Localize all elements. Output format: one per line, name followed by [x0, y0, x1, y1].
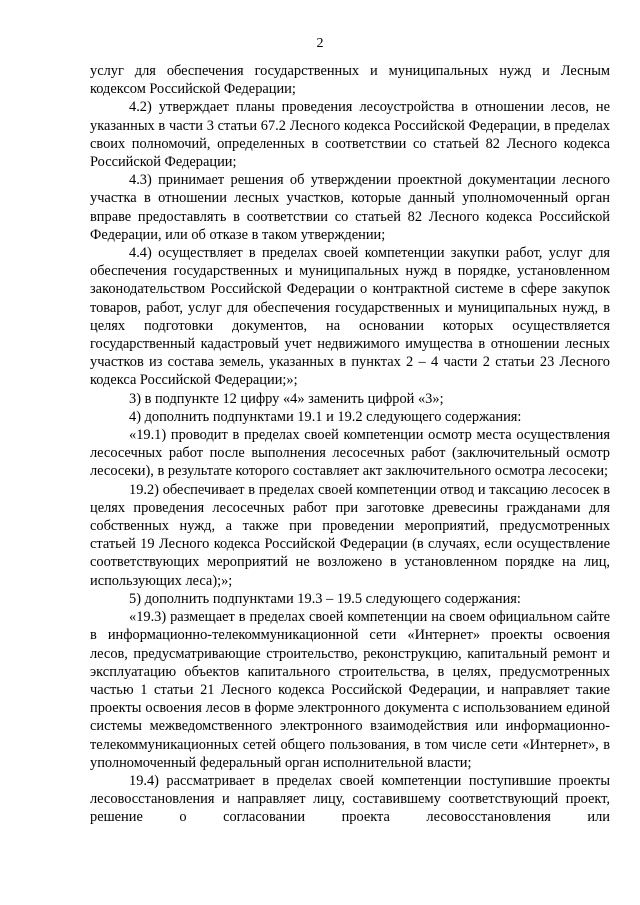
paragraph: 4.3) принимает решения об утверждении проектной документации лесного участка в отношении лесных участков, которые данный уполномоченный орган вправе предоставлять в соответствии со статьей 82 Лесного кодекса Российской Федерации, или об отказе в таком утверждении; [90, 172, 610, 243]
paragraph: 3) в подпункте 12 цифру «4» заменить цифрой «3»; [129, 390, 444, 407]
paragraph: 4) дополнить подпунктами 19.1 и 19.2 следующего содержания: [129, 408, 522, 425]
paragraph: «19.1) проводит в пределах своей компетенции осмотр места осуществления лесосечных работ после выполнения лесосечных работ (заключительный осмотр лесосеки), в результате которого составляет акт заключительного осмотра лесосеки; [90, 427, 610, 480]
paragraph: 19.4) рассматривает в пределах своей компетенции поступившие проекты лесовосстановления и направляет лицу, составившему соответствующий проект, решение о согласовании проекта лесовосстановления или [90, 772, 610, 826]
document-body [90, 62, 610, 827]
page-number: 2 [316, 36, 324, 51]
paragraph: 5) дополнить подпунктами 19.3 – 19.5 следующего содержания: [129, 590, 521, 607]
paragraph: 4.2) утверждает планы проведения лесоустройства в отношении лесов, не указанных в части 3 статьи 67.2 Лесного кодекса Российской Федерации, в пределах своих полномочий, определенных в соответствии со статьей 82 Лесного кодекса Российской Федерации; [90, 99, 610, 171]
paragraph: 19.2) обеспечивает в пределах своей компетенции отвод и таксацию лесосек в целях проведения лесосечных работ при заготовке древесины гражданами для собственных нужд, а также при проведении мероприятий, предусмотренных статьей 19 Лесного кодекса Российской Федерации (в случаях, если осуществление соответствующих мероприятий не возложено в установленном порядке на лиц, использующих леса);»; [90, 481, 610, 589]
paragraph: 4.4) осуществляет в пределах своей компетенции закупки работ, услуг для обеспечения государственных и муниципальных нужд в порядке, установленном законодательством Российской Федерации о контрактной системе в сфере закупок товаров, работ, услуг для обеспечения государственных и муниципальных нужд, в целях подготовки документов, на основании которых осуществляется государственный кадастровый учет недвижимого имущества в отношении лесных участков из состава земель, указанных в пунктах 2 – 4 части 2 статьи 23 Лесного кодекса Российской Федерации;»; [90, 245, 610, 389]
paragraph: услуг для обеспечения государственных и муниципальных нужд и Лесным кодексом Российской Федерации; [90, 63, 610, 98]
paragraph: «19.3) размещает в пределах своей компетенции на своем официальном сайте в информационно-телекоммуникационной сети «Интернет» проекты освоения лесов, предусматривающие строительство, реконструкцию, капитальный ремонт и эксплуатацию объектов капитального строительства, в целях, предусмотренных частью 1 статьи 21 Лесного кодекса Российской Федерации, и направляет такие проекты освоения лесов в форме электронного документа с использованием единой системы межведомственного электронного взаимодействия или информационно-телекоммуникационных сетей общего пользования, в том числе сети «Интернет», в уполномоченный федеральный орган исполнительной власти; [90, 609, 610, 771]
